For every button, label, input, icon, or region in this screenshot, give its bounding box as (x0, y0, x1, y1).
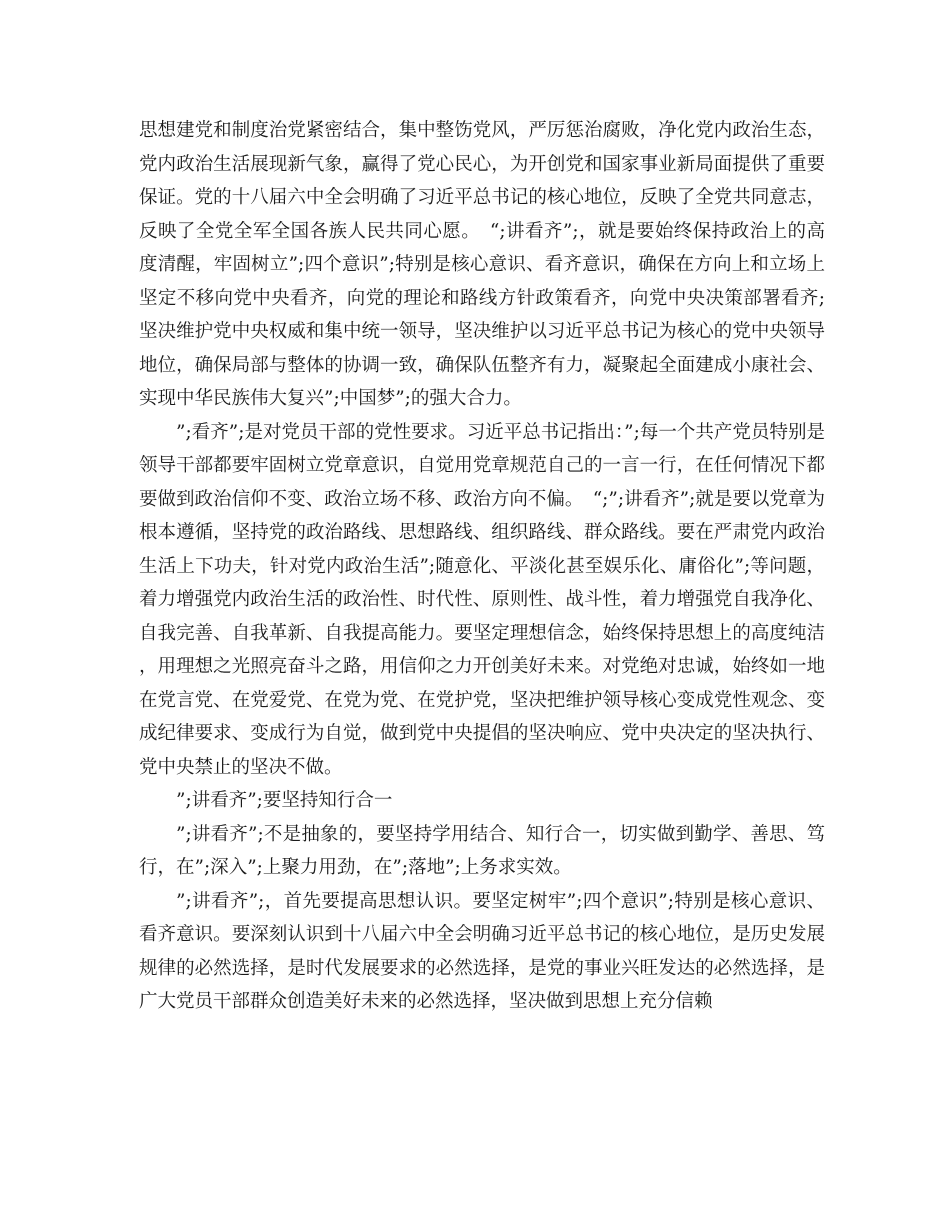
paragraph-2: ”;看齐”;是对党员干部的党性要求。习近平总书记指出：”;每一个共产党员特别是领导干部都要牢固树立党章意识，自觉用党章规范自己的一言一行，在任何情况下都要做到政治信仰不变、政治立场不移、政治方向不偏。 “;”;讲看齐”;就是要以党章为根本遵循，坚持党的政治路线、思想路线、组织路线、群众路线。要在严肃党内政治生活上下功夫，针对党内政治生活”;随意化、平淡化甚至娱乐化、庸俗化”;等问题，着力增强党内政治生活的政治性、时代性、原则性、战斗性，着力增强党自我净化、自我完善、自我革新、自我提高能力。要坚定理想信念，始终保持思想上的高度纯洁，用理想之光照亮奋斗之路，用信仰之力开创美好未来。对党绝对忠诚，始终如一地在党言党、在党爱党、在党为党、在党护党，坚决把维护领导核心变成党性观念、变成纪律要求、变成行为自觉，做到党中央提倡的坚决响应、党中央决定的坚决执行、党中央禁止的坚决不做。 (139, 421, 825, 778)
paragraph-4: ”;讲看齐”;不是抽象的，要坚持学用结合、知行合一，切实做到勤学、善思、笃行，在”;深入”;上聚力用劲，在”;落地”;上务求实效。 (139, 823, 825, 878)
paragraph-1: 思想建党和制度治党紧密结合，集中整饬党风，严厉惩治腐败，净化党内政治生态，党内政治生活展现新气象，赢得了党心民心，为开创党和国家事业新局面提供了重要保证。党的十八届六中全会明确了习近平总书记的核心地位，反映了全党共同意志，反映了全党全军全国各族人民共同心愿。 “;讲看齐”;，就是要始终保持政治上的高度清醒，牢固树立”;四个意识”;特别是核心意识、看齐意识，确保在方向上和立场上坚定不移向党中央看齐，向党的理论和路线方针政策看齐，向党中央决策部署看齐;坚决维护党中央权威和集中统一领导，坚决维护以习近平总书记为核心的党中央领导地位，确保局部与整体的协调一致，确保队伍整齐有力，凝聚起全面建成小康社会、实现中华民族伟大复兴”;中国梦”;的强大合力。 (139, 120, 825, 409)
paragraph-3-heading: ”;讲看齐”;要坚持知行合一 (176, 790, 393, 811)
document-body (139, 114, 825, 1019)
paragraph-5: ”;讲看齐”;，首先要提高思想认识。要坚定树牢”;四个意识”;特别是核心意识、看齐意识。要深刻认识到十八届六中全会明确习近平总书记的核心地位，是历史发展规律的必然选择，是时代发展要求的必然选择，是党的事业兴旺发达的必然选择，是广大党员干部群众创造美好未来的必然选择，坚决做到思想上充分信赖 (139, 890, 825, 1012)
